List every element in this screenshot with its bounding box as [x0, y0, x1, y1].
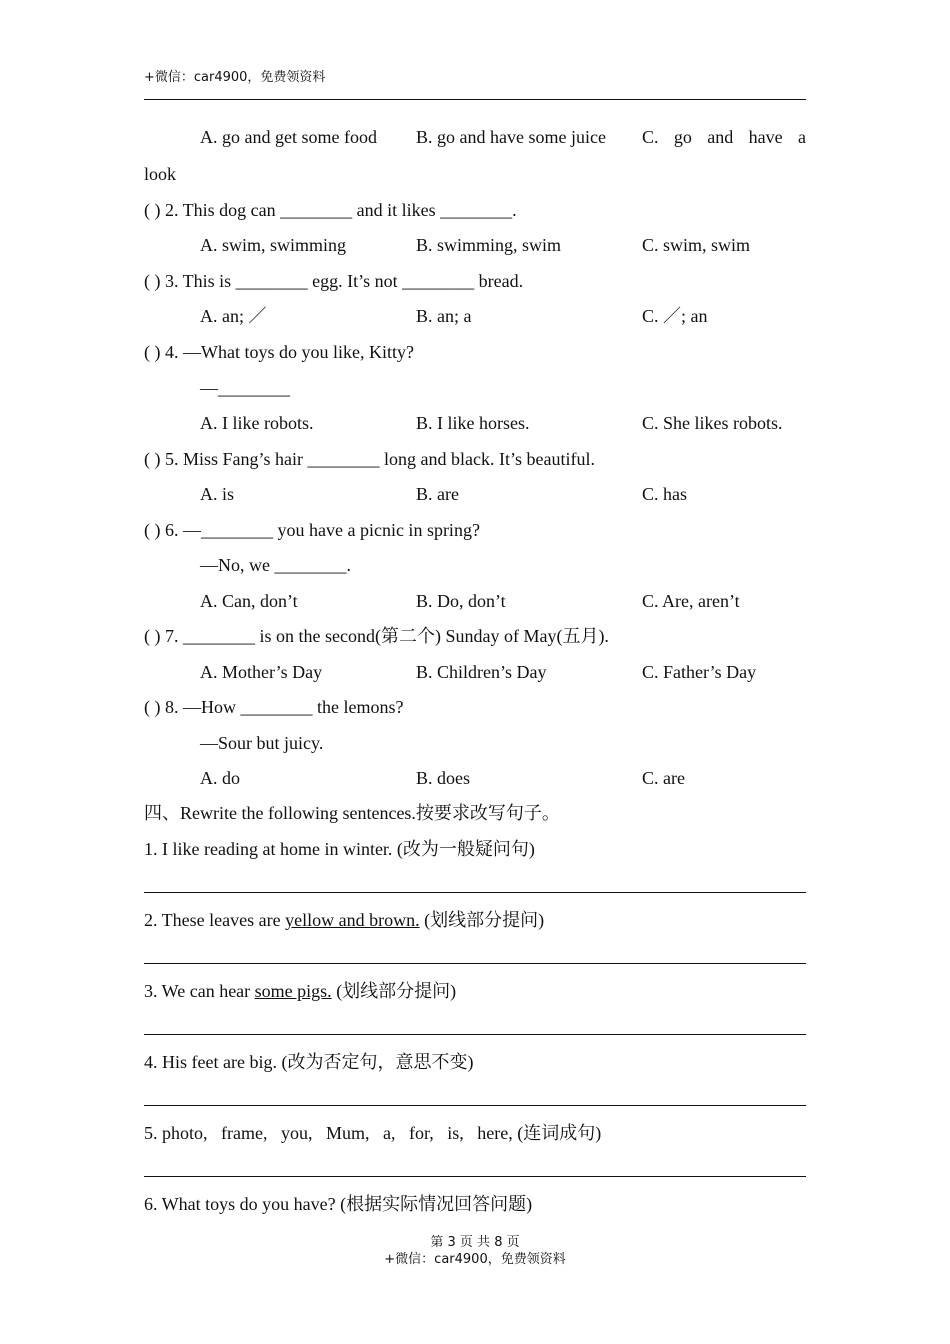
section-4-title: 四、Rewrite the following sentences.按要求改写句子。: [144, 803, 560, 823]
question-7-option-a: A. Mother’s Day: [200, 662, 323, 682]
rewrite-5: 5. photo, frame, you, Mum, a, for, is, here, (连词成句): [144, 1123, 602, 1143]
q1-option-c-word: have: [748, 127, 783, 147]
question-8-option-b: B. does: [416, 768, 470, 788]
rewrite-2-text: 2. These leaves are: [144, 910, 286, 930]
rewrite-1: 1. I like reading at home in winter. (改为一般疑问句): [144, 839, 535, 859]
question-2-option-a: A. swim, swimming: [200, 235, 347, 255]
question-5-option-c: C. has: [642, 484, 687, 504]
question-5-option-b: B. are: [416, 484, 459, 504]
question-7-stem: ( ) 7. ________ is on the second(第二个) Sunday of May(五月).: [144, 626, 609, 646]
question-8-stem: ( ) 8. —How ________ the lemons?: [144, 697, 404, 717]
rewrite-2-underlined: yellow and brown.: [285, 910, 420, 930]
question-6-stem: ( ) 6. —________ you have a picnic in spring?: [144, 520, 480, 540]
question-7-option-c: C. Father’s Day: [642, 662, 757, 682]
question-4-answer-line: —________: [200, 378, 290, 398]
q1-option-c-word: a: [798, 127, 806, 147]
rewrite-2: [144, 909, 544, 931]
question-4-option-b: B. I like horses.: [416, 413, 530, 433]
question-4-option-c: C. She likes robots.: [642, 413, 783, 433]
question-7-option-b: B. Children’s Day: [416, 662, 547, 682]
question-6-option-a: A. Can, don’t: [200, 591, 298, 611]
footer-watermark: +微信：car4900，免费领资料: [384, 1252, 566, 1267]
q1-option-c: [642, 126, 806, 148]
question-5-stem: ( ) 5. Miss Fang’s hair ________ long and black. It’s beautiful.: [144, 449, 595, 469]
rewrite-4: 4. His feet are big. (改为否定句，意思不变): [144, 1052, 474, 1072]
question-6-response: —No, we ________.: [200, 555, 351, 575]
page-number: 第 3 页 共 8 页: [430, 1235, 520, 1250]
q1-option-c-continued: look: [144, 164, 177, 184]
rewrite-4-answer-line: [144, 1105, 806, 1106]
question-3-stem: ( ) 3. This is ________ egg. It’s not ________ bread.: [144, 271, 524, 291]
question-6-option-c: C. Are, aren’t: [642, 591, 740, 611]
rewrite-3-instruction: (划线部分提问): [331, 981, 457, 1001]
rewrite-2-instruction: (划线部分提问): [419, 910, 545, 930]
question-8-option-c: C. are: [642, 768, 685, 788]
rewrite-3-underlined: some pigs.: [254, 981, 332, 1001]
question-2-option-b: B. swimming, swim: [416, 235, 562, 255]
question-4-stem: ( ) 4. —What toys do you like, Kitty?: [144, 342, 414, 362]
rewrite-3-text: 3. We can hear: [144, 981, 255, 1001]
rewrite-2-answer-line: [144, 963, 806, 964]
question-3-option-a: A. an; ／: [200, 306, 267, 326]
rewrite-1-answer-line: [144, 892, 806, 893]
rewrite-6: 6. What toys do you have? (根据实际情况回答问题): [144, 1194, 533, 1214]
rewrite-5-answer-line: [144, 1176, 806, 1177]
q1-option-b: B. go and have some juice: [416, 127, 606, 147]
question-6-option-b: B. Do, don’t: [416, 591, 506, 611]
q1-option-a: A. go and get some food: [200, 127, 377, 147]
question-8-option-a: A. do: [200, 768, 240, 788]
header-watermark: +微信：car4900，免费领资料: [144, 70, 326, 85]
question-4-option-a: A. I like robots.: [200, 413, 314, 433]
q1-option-c-word: go: [673, 127, 692, 147]
q1-option-c-word: and: [707, 127, 734, 147]
question-3-option-c: C. ／; an: [642, 306, 708, 326]
header-rule: [144, 99, 806, 100]
question-5-option-a: A. is: [200, 484, 235, 504]
q1-option-c-word: C.: [642, 127, 659, 147]
question-8-response: —Sour but juicy.: [200, 733, 324, 753]
rewrite-3-answer-line: [144, 1034, 806, 1035]
rewrite-3: [144, 980, 456, 1002]
question-2-stem: ( ) 2. This dog can ________ and it likes ________.: [144, 200, 517, 220]
question-3-option-b: B. an; a: [416, 306, 472, 326]
question-2-option-c: C. swim, swim: [642, 235, 751, 255]
